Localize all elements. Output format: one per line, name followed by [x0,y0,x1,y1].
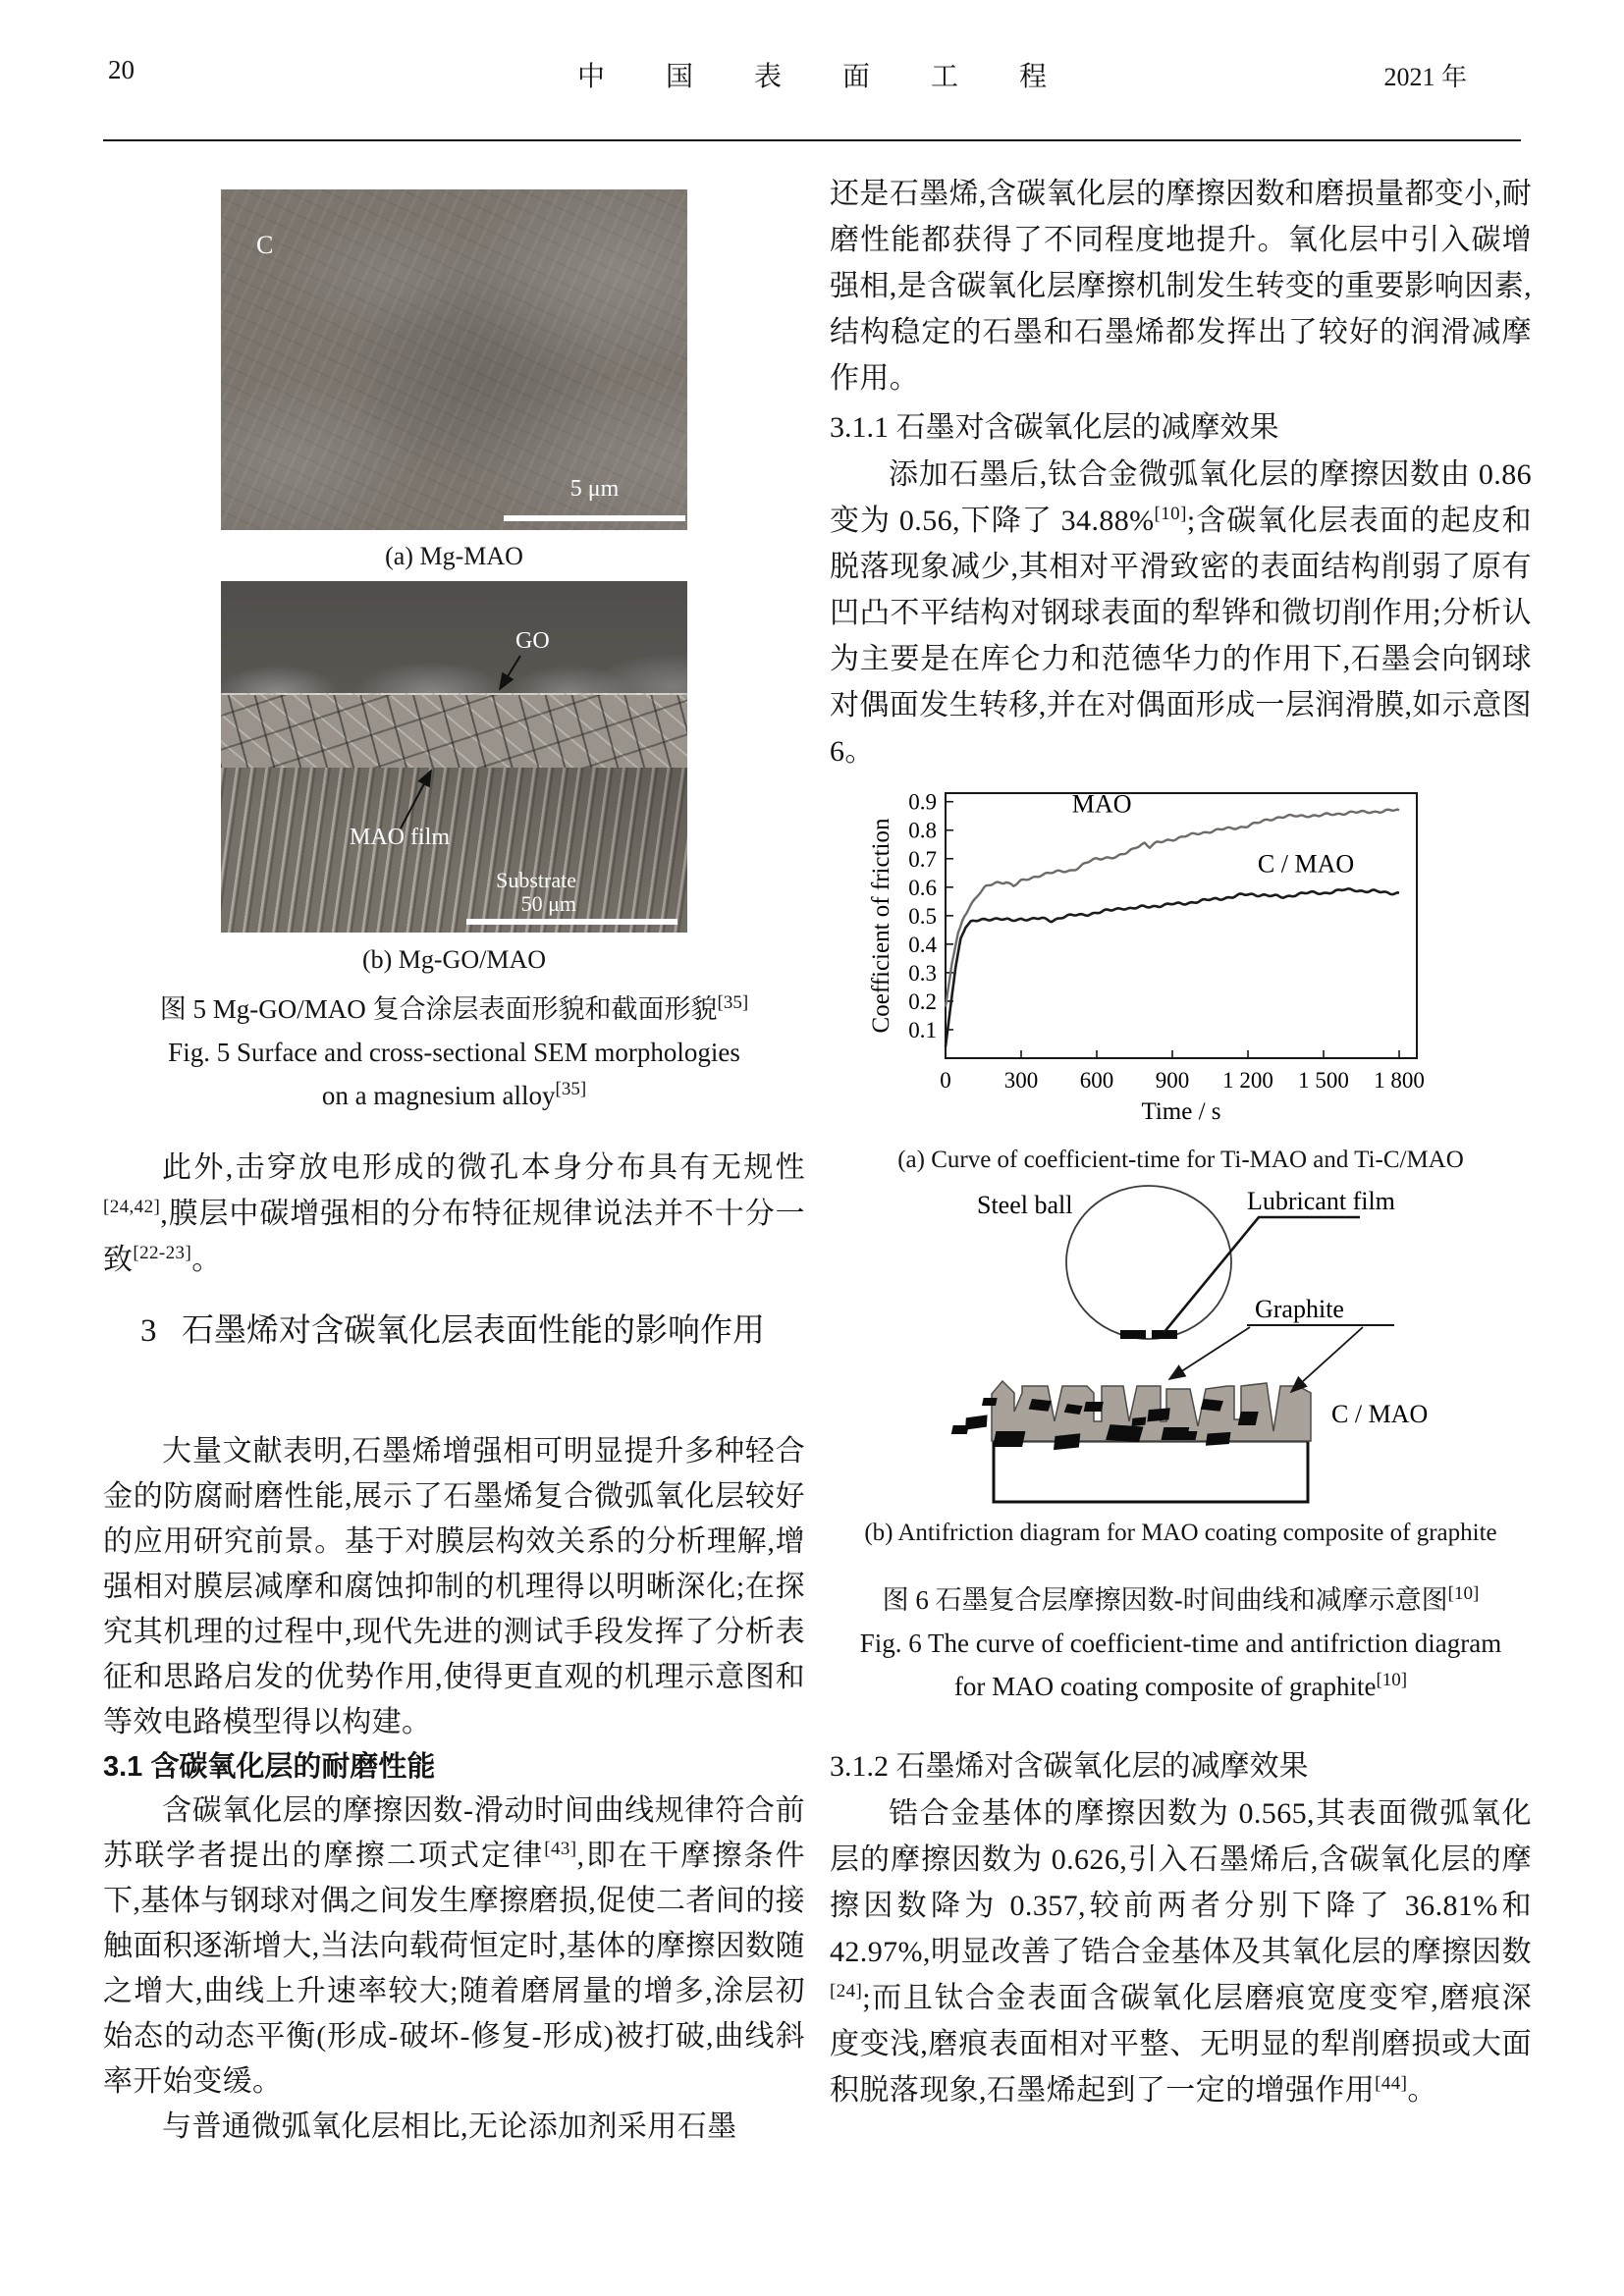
graphite-particle [982,1398,998,1406]
paragraph-graphene-overview: 大量文献表明,石墨烯增强相可明显提升多种轻合金的防腐耐磨性能,展示了石墨烯复合微弧氧化层较好的应用研究前景。基于对膜层构效关系的分析理解,增强相对膜层减摩和腐蚀抑制的机理得以明晰深化;在探究其机理的过程中,现代先进的测试手段发挥了分析表征和思路启发的优势作用,使得更直观的机理示意图和等效电路模型得以构建。 [103,1435,805,1738]
plot-box [946,793,1417,1058]
caption-image-a: (a) Mg-MAO [385,542,523,570]
y-tick-label: 0.6 [908,875,937,900]
figure5-caption-en1: Fig. 5 Surface and cross-sectional SEM morphologies [168,1038,740,1067]
y-tick-label: 0.9 [908,789,937,815]
figure6-caption [830,1578,1532,1708]
friction-time-chart [867,778,1456,1142]
paragraph-microvoid-distribution: 此外,击穿放电形成的微孔本身分布具有无规性[24,42],膜层中碳增强相的分布特征规律说法并不十分一致[22-23]。 [103,1151,805,1276]
graphite-particle [951,1425,969,1434]
series-annotation: MAO [1071,789,1132,819]
page-number: 20 [108,55,135,84]
figure6a-caption: (a) Curve of coefficient-time for Ti-MAO and Ti-C/MAO [897,1147,1464,1173]
x-tick-label: 600 [1079,1068,1114,1093]
mao-film-label: MAO film [350,825,450,850]
go-label: GO [515,628,550,654]
y-tick-label: 0.4 [908,932,937,957]
publication-year: 2021 年 [1383,63,1467,91]
series-mao [946,810,1399,1007]
y-tick-label: 0.2 [908,988,937,1014]
figure6-caption-zh: 图 6 石墨复合层摩擦因数-时间曲线和减摩示意图[10] [882,1583,1480,1615]
y-tick-label: 0.5 [908,903,937,929]
substrate-label: Substrate [496,868,576,892]
section-3-heading [140,1304,779,1360]
x-tick-label: 0 [940,1068,951,1093]
x-tick-label: 1 200 [1222,1068,1273,1093]
section-3-1-2-heading: 3.1.2 石墨烯对含碳氧化层的减摩效果 [830,1750,1309,1783]
graphite-particle [1106,1424,1143,1442]
right-column [830,157,1532,2209]
figure5-caption-en2: on a magnesium alloy[35] [321,1079,587,1110]
c-mao-label: C / MAO [1331,1400,1429,1428]
figure6-caption-en1: Fig. 6 The curve of coefficient-time and antifriction diagram [859,1629,1502,1658]
x-tick-label: 300 [1003,1068,1039,1093]
journal-title: 中 国 表 面 工 程 [576,62,1047,92]
paragraph-graphite-effect: 添加石墨后,钛合金微弧氧化层的摩擦因数由 0.86 变为 0.56,下降了 34.88%[10];含碳氧化层表面的起皮和脱落现象减少,其相对平滑致密的表面结构削弱了原有凹凸不平结构对钢球表面的犁铧和微切削作用;分析认为主要是在库仑力和范德华力的作用下,石墨会向钢球对偶面发生转移,并在对偶面形成一层润滑膜,如示意图 6。 [830,458,1532,768]
section-3-1-1-heading: 3.1.1 石墨对含碳氧化层的减摩效果 [830,411,1279,444]
y-tick-label: 0.7 [908,846,937,872]
y-tick-label: 0.3 [908,960,937,986]
y-tick-label: 0.8 [908,818,937,843]
sem-b-annotations [221,581,687,933]
sem-b-scale-label: 50 μm [520,891,576,916]
graphite-particle [965,1415,988,1429]
sem-a-c-label: C [256,231,274,259]
graphite-particle [1201,1399,1223,1412]
substrate-box [994,1441,1308,1502]
lubricant-film-label: Lubricant film [1247,1187,1395,1215]
x-tick-label: 1 800 [1374,1068,1425,1093]
figure6-caption-en2: for MAO coating composite of graphite[10] [953,1670,1408,1701]
header-rule [103,139,1521,141]
graphite-particle [1029,1399,1052,1412]
go-arrow [500,656,520,689]
sem-image-mg-mao [221,189,687,530]
sem-image-mg-go-mao [221,581,687,933]
graphite-particle [1147,1408,1169,1421]
graphite-particle [993,1431,1025,1447]
graphite-particle [1238,1412,1259,1425]
graphite-arrow-right [1291,1327,1363,1392]
y-tick-label: 0.1 [908,1017,937,1042]
mao-film-arrow [401,771,431,828]
graphite-particle [1132,1416,1147,1426]
graphite-particle [1054,1433,1080,1450]
x-axis-label: Time / s [1141,1098,1221,1125]
steel-ball-label: Steel ball [977,1191,1073,1219]
paragraph-comparison-continued: 还是石墨烯,含碳氧化层的摩擦因数和磨损量都变小,耐磨性能都获得了不同程度地提升。氧化层中引入碳增强相,是含碳氧化层摩擦机制发生转变的重要影响因素,结构稳定的石墨和石墨烯都发挥出了较好的润滑减摩作用。 [830,178,1532,395]
paragraph-friction-law: 含碳氧化层的摩擦因数-滑动时间曲线规律符合前苏联学者提出的摩擦二项式定律[43],即在干摩擦条件下,基体与钢球对偶之间发生摩擦磨损,促使二者间的接触面积逐渐增大,当法向载荷恒定时,基体的摩擦因数随之增大,曲线上升速率较大;随着磨屑量的增多,涂层初始态的动态平衡(形成-破坏-修复-形成)被打破,曲线斜率开始变缓。 [103,1794,805,2098]
steel-ball-shape [1066,1186,1231,1339]
series-annotation: C / MAO [1257,849,1355,879]
sem-a-scale-label: 5 μm [569,476,620,502]
x-tick-label: 1 500 [1298,1068,1349,1093]
paragraph-graphene-effect: 锆合金基体的摩擦因数为 0.565,其表面微弧氧化层的摩擦因数为 0.626,引入石墨烯后,含碳氧化层的摩擦因数降为 0.357,较前两者分别下降了 36.81%和 42.97%,明显改善了锆合金基体及其氧化层的摩擦因数[24];而且钛合金表面含碳氧化层磨痕宽度变窄,磨痕深度变浅,磨痕表面相对平整、无明显的犁削磨损或大面积脱落现象,石墨烯起到了一定的增强作用[44]。 [830,1797,1532,2107]
series-c-mao [946,888,1399,1046]
graphite-particle [1084,1402,1104,1412]
y-axis-label: Coefficient of friction [868,818,894,1034]
section-3-number: 3 [140,1313,157,1349]
lubricant-patch-left [1120,1330,1146,1339]
left-column [103,157,805,2160]
graphite-arrow-left [1169,1327,1250,1379]
figure6b-caption: (b) Antifriction diagram for MAO coating composite of graphite [864,1520,1497,1546]
sem-a-scale-bar [504,515,685,521]
antifriction-diagram [867,1184,1495,1508]
figure5-caption-zh: 图 5 Mg-GO/MAO 复合涂层表面形貌和截面形貌[35] [159,992,749,1024]
x-tick-label: 900 [1155,1068,1190,1093]
graphite-label: Graphite [1255,1295,1344,1323]
graphite-particle [1206,1432,1231,1446]
paragraph-comparison-start: 与普通微弧氧化层相比,无论添加剂采用石墨 [162,2110,737,2143]
section-3-title: 石墨烯对含碳氧化层表面性能的影响作用 [182,1313,765,1349]
caption-image-b: (b) Mg-GO/MAO [361,945,547,974]
figure5-caption [103,988,805,1117]
sem-b-scale-bar [466,919,677,925]
graphite-particle [1178,1431,1198,1440]
section-3-1-heading: 3.1 含碳氧化层的耐磨性能 [103,1751,436,1783]
